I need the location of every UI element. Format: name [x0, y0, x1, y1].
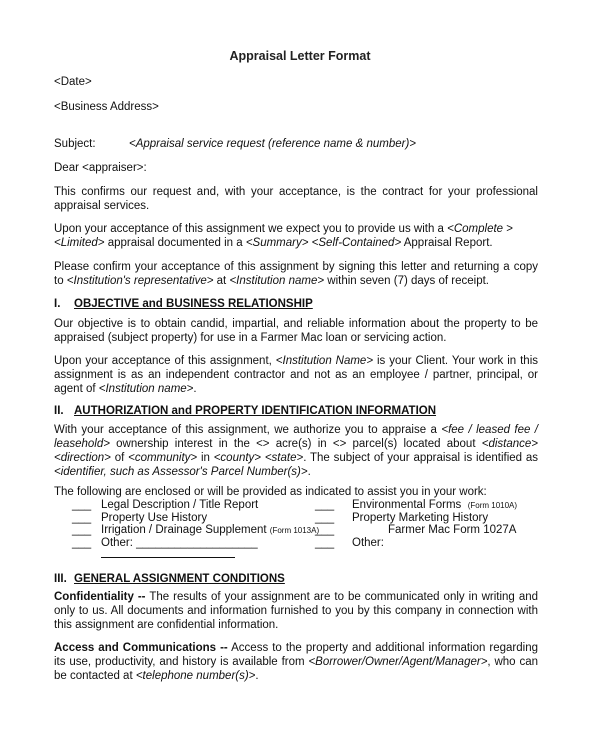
section-3-heading: III. GENERAL ASSIGNMENT CONDITIONS: [54, 573, 285, 585]
checklist-left-item: Irrigation / Drainage Supplement (Form 1013A): [101, 524, 320, 536]
document-title: Appraisal Letter Format: [229, 49, 371, 63]
checklist-blank: ___: [315, 537, 335, 549]
checklist-blank: ___: [315, 512, 335, 524]
salutation: Dear <appraiser>:: [54, 162, 147, 174]
section-1-paragraph-2: Upon your acceptance of this assignment, <Institution Name> is your Client. Your work in this assignment is as an independent contractor and not as an employee / partner, principal, or agent of <Institution name>.: [54, 355, 539, 395]
checklist-blank: ___: [72, 499, 92, 511]
checklist-left-item: Property Use History: [101, 512, 208, 524]
intro-paragraph-2: Upon your acceptance of this assignment we expect you to provide us with a <Complete > <Limited> appraisal documented in a <Summary> <Self-Contained> Appraisal Report.: [54, 223, 513, 249]
checklist-other-line: [101, 548, 235, 562]
date-placeholder: <Date>: [54, 76, 92, 88]
checklist-right-item: Environmental Forms (Form 1010A): [352, 499, 518, 511]
intro-paragraph-3: Please confirm your acceptance of this assignment by signing this letter and returning a copy to <Institution's representative> at <Institution name> within seven (7) days of receipt.: [54, 261, 538, 287]
checklist-right-item: Other:: [352, 537, 384, 549]
section-2-paragraph-1: With your acceptance of this assignment, we authorize you to appraise a <fee / leased fee / leasehold> ownership interest in the <> acre(s) in <> parcel(s) located about <distance> <direction> of <community> in <county> <state>. The subject of your appraisal is identified as <identifier, such as Assessor's Parcel Number(s)>.: [54, 424, 539, 478]
subject-label: Subject:: [54, 138, 96, 150]
subject-value: <Appraisal service request (reference name & number)>: [129, 138, 417, 150]
section-2-heading: II. AUTHORIZATION and PROPERTY IDENTIFICATION INFORMATION: [54, 405, 437, 417]
checklist-blank: ___: [72, 512, 92, 524]
enclosed-intro: The following are enclosed or will be provided as indicated to assist you in your work:: [54, 486, 487, 498]
section-1-heading: I. OBJECTIVE and BUSINESS RELATIONSHIP: [54, 298, 313, 310]
checklist-left-item: Legal Description / Title Report: [101, 499, 259, 511]
checklist-right-item: Property Marketing History: [352, 512, 489, 524]
intro-paragraph-1: This confirms our request and, with your acceptance, is the contract for your professional appraisal services.: [54, 186, 538, 212]
checklist-blank: ___: [72, 524, 92, 536]
access-paragraph: Access and Communications -- Access to the property and additional information regarding its use, productivity, and history is available from <Borrower/Owner/Agent/Manager>, who can be contacted at <telephone number(s)>.: [54, 642, 539, 682]
checklist-blank: ___: [315, 499, 335, 511]
checklist-blank: ___: [315, 524, 335, 536]
checklist-blank: ___: [72, 537, 92, 549]
checklist-right-item: Farmer Mac Form 1027A: [388, 524, 517, 536]
confidentiality-paragraph: Confidentiality -- The results of your assignment are to be communicated only in writing and only to us. All documents and information furnished to you by this company in connection with this assignment are confidential information.: [54, 591, 539, 631]
checklist-left-item: Other: ___________________: [101, 537, 258, 549]
section-1-paragraph-1: Our objective is to obtain candid, impartial, and reliable information about the property to be appraised (subject property) for use in a Farmer Mac loan or servicing action.: [54, 318, 538, 344]
business-address-placeholder: <Business Address>: [54, 101, 159, 113]
